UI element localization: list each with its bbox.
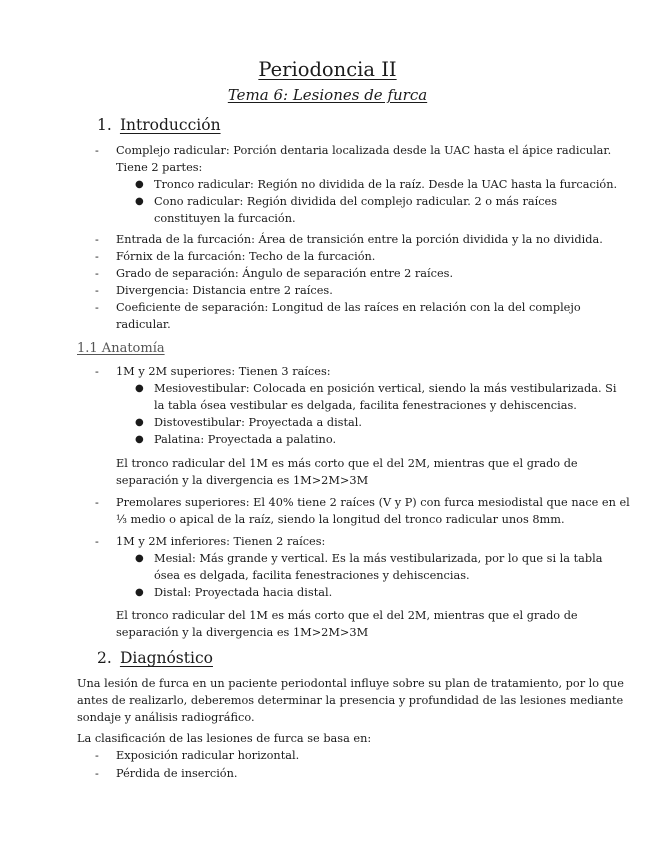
section-heading-introduccion	[97, 116, 221, 134]
list-item: 1M y 2M superiores: Tienen 3 raíces:	[116, 365, 331, 378]
document-title: Periodoncia II	[258, 58, 397, 81]
dash-marker: -	[95, 767, 99, 780]
note-paragraph: El tronco radicular del 1M es más corto que el del 2M, mientras que el grado de	[116, 609, 578, 622]
sub-list-item: Distal: Proyectada hacia distal.	[154, 586, 333, 599]
document-subtitle: Tema 6: Lesiones de furca	[227, 86, 428, 104]
sub-list-item-continuation: ósea es delgada, facilita fenestraciones y dehiscencias.	[154, 569, 470, 582]
list-item: Premolares superiores: El 40% tiene 2 raíces (V y P) con furca mesiodistal que nace en el	[116, 496, 630, 509]
note-paragraph: El tronco radicular del 1M es más corto que el del 2M, mientras que el grado de	[116, 457, 578, 470]
sub-list-item: Distovestibular: Proyectada a distal.	[154, 416, 362, 429]
note-paragraph-continuation: separación y la divergencia es 1M>2M>3M	[116, 474, 369, 487]
paragraph-line: Una lesión de furca en un paciente periodontal influye sobre su plan de tratamiento, por lo que	[77, 677, 624, 690]
dash-marker: -	[95, 365, 99, 378]
paragraph-line: La clasificación de las lesiones de furca se basa en:	[77, 732, 372, 745]
list-item-continuation: radicular.	[116, 318, 171, 331]
bullet-marker: ●	[135, 179, 144, 190]
dash-marker: -	[95, 749, 99, 762]
dash-marker: -	[95, 301, 99, 314]
sub-list-item: Cono radicular: Región dividida del complejo radicular. 2 o más raíces	[154, 195, 558, 208]
section-number: 2.	[97, 649, 112, 667]
list-item: Grado de separación: Ángulo de separación entre 2 raíces.	[116, 267, 454, 280]
section-number: 1.	[97, 116, 112, 134]
subsection-heading-anatomia: 1.1 Anatomía	[77, 341, 165, 356]
bullet-marker: ●	[135, 553, 144, 564]
list-item: Fórnix de la furcación: Techo de la furcación.	[116, 250, 376, 263]
sub-list-item: Mesiovestibular: Colocada en posición vertical, siendo la más vestibularizada. Si	[154, 382, 617, 395]
dash-marker: -	[95, 535, 99, 548]
list-item-continuation: Tiene 2 partes:	[116, 161, 203, 174]
bullet-marker: ●	[135, 434, 144, 445]
sub-list-item: Tronco radicular: Región no dividida de la raíz. Desde la UAC hasta la furcación.	[154, 178, 618, 191]
paragraph-line: antes de realizarlo, deberemos determinar la presencia y profundidad de las lesiones mediante	[77, 694, 624, 707]
list-item: Exposición radicular horizontal.	[116, 749, 300, 762]
list-item: Pérdida de inserción.	[116, 767, 238, 780]
bullet-marker: ●	[135, 196, 144, 207]
dash-marker: -	[95, 250, 99, 263]
section-title: Introducción	[119, 116, 221, 134]
list-item-continuation: ⅓ medio o apical de la raíz, siendo la longitud del tronco radicular unos 8mm.	[116, 513, 565, 526]
list-item: 1M y 2M inferiores: Tienen 2 raíces:	[116, 535, 326, 548]
dash-marker: -	[95, 233, 99, 246]
dash-marker: -	[95, 284, 99, 297]
sub-list-item-continuation: la tabla ósea vestibular es delgada, facilita fenestraciones y dehiscencias.	[154, 399, 577, 412]
note-paragraph-continuation: separación y la divergencia es 1M>2M>3M	[116, 626, 369, 639]
bullet-marker: ●	[135, 417, 144, 428]
sub-list-item: Mesial: Más grande y vertical. Es la más vestibularizada, por lo que si la tabla	[154, 552, 603, 565]
sub-list-item: Palatina: Proyectada a palatino.	[154, 433, 337, 446]
list-item: Coeficiente de separación: Longitud de las raíces en relación con la del complejo	[116, 301, 581, 314]
sub-list-item-continuation: constituyen la furcación.	[154, 212, 296, 225]
dash-marker: -	[95, 267, 99, 280]
list-item: Entrada de la furcación: Área de transición entre la porción dividida y la no dividida.	[116, 233, 603, 246]
section-title: Diagnóstico	[119, 649, 213, 667]
bullet-marker: ●	[135, 587, 144, 598]
section-heading-diagnostico	[97, 649, 213, 667]
dash-marker: -	[95, 496, 99, 509]
bullet-marker: ●	[135, 383, 144, 394]
dash-marker: -	[95, 144, 99, 157]
list-item: Complejo radicular: Porción dentaria localizada desde la UAC hasta el ápice radicular.	[116, 144, 612, 157]
paragraph-line: sondaje y análisis radiográfico.	[77, 711, 255, 724]
list-item: Divergencia: Distancia entre 2 raíces.	[116, 284, 333, 297]
